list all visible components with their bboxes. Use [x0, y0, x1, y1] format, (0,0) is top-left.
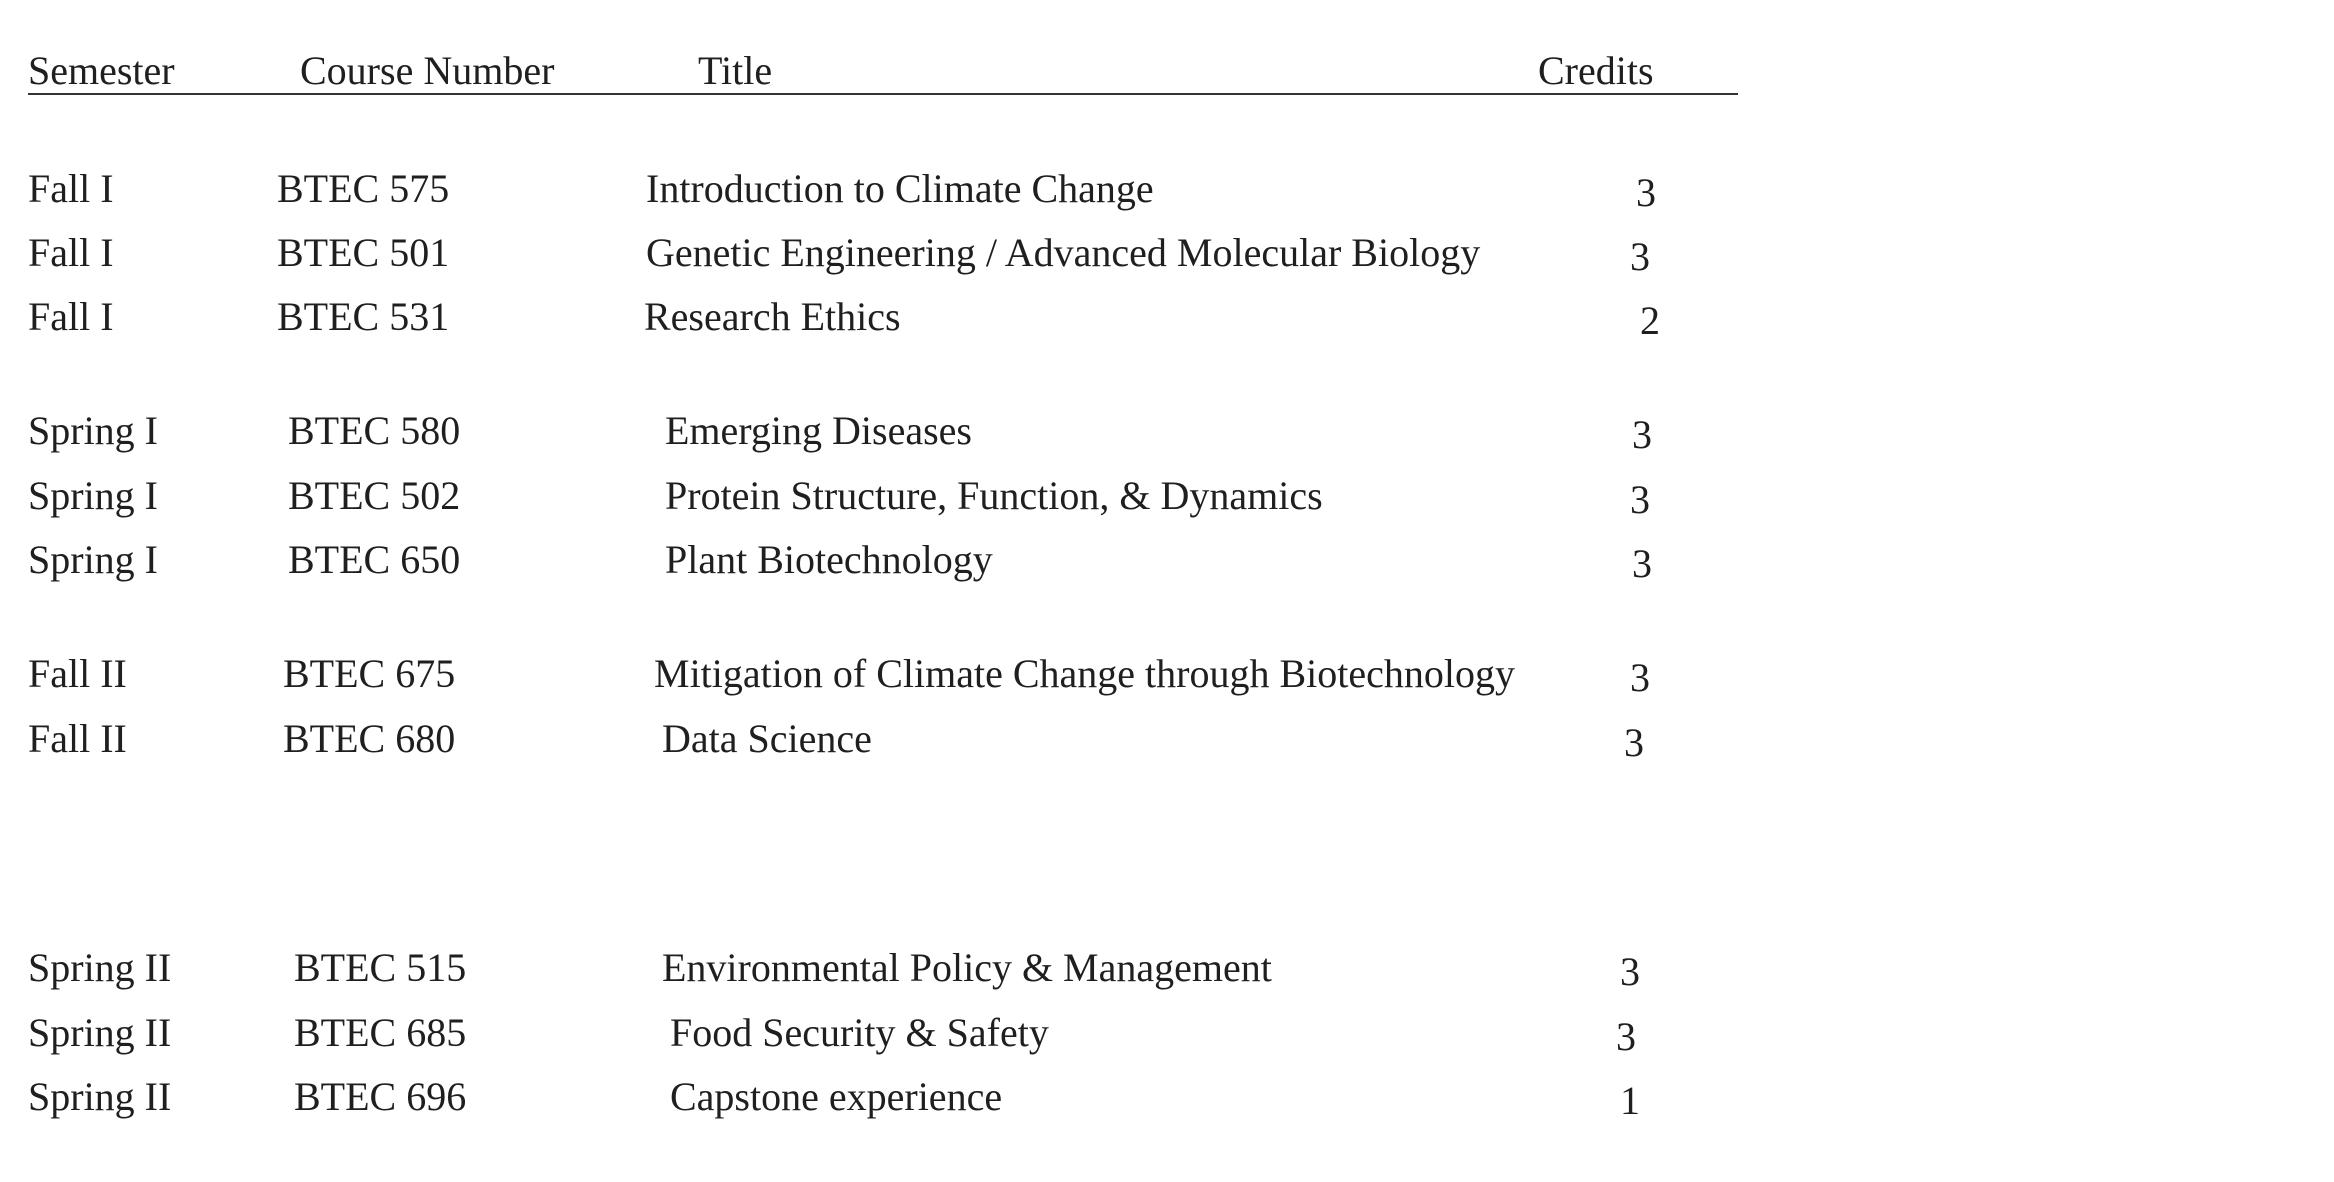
cell-semester: Fall II	[28, 716, 127, 761]
cell-credits: 2	[1640, 298, 1660, 343]
cell-course: BTEC 580	[288, 408, 461, 453]
table-header	[28, 48, 1738, 95]
cell-course: BTEC 531	[277, 294, 450, 339]
cell-credits: 1	[1620, 1078, 1640, 1123]
cell-credits: 3	[1624, 720, 1644, 765]
cell-credits: 3	[1630, 477, 1650, 522]
cell-semester: Spring II	[28, 945, 172, 990]
cell-title: Plant Biotechnology	[665, 537, 993, 582]
header-course-number: Course Number	[300, 48, 555, 93]
cell-semester: Spring I	[28, 473, 158, 518]
cell-credits: 3	[1636, 170, 1656, 215]
cell-title: Emerging Diseases	[665, 408, 972, 453]
header-title: Title	[698, 48, 773, 93]
cell-semester: Fall II	[28, 651, 127, 696]
cell-title: Genetic Engineering / Advanced Molecular Biology	[646, 230, 1481, 275]
cell-title: Environmental Policy & Management	[662, 945, 1272, 990]
cell-title: Research Ethics	[644, 294, 901, 339]
cell-course: BTEC 501	[277, 230, 450, 275]
cell-credits: 3	[1630, 234, 1650, 279]
cell-credits: 3	[1632, 412, 1652, 457]
cell-title: Introduction to Climate Change	[646, 166, 1154, 211]
cell-semester: Fall I	[28, 294, 114, 339]
cell-title: Data Science	[662, 716, 872, 761]
cell-semester: Spring II	[28, 1010, 172, 1055]
header-credits: Credits	[1538, 48, 1654, 93]
cell-course: BTEC 515	[294, 945, 467, 990]
cell-credits: 3	[1630, 655, 1650, 700]
cell-semester: Fall I	[28, 230, 114, 275]
cell-title: Protein Structure, Function, & Dynamics	[665, 473, 1323, 518]
cell-semester: Fall I	[28, 166, 114, 211]
cell-title: Capstone experience	[670, 1074, 1003, 1119]
cell-course: BTEC 650	[288, 537, 461, 582]
cell-semester: Spring I	[28, 537, 158, 582]
cell-title: Mitigation of Climate Change through Biotechnology	[654, 651, 1515, 696]
cell-credits: 3	[1632, 541, 1652, 586]
cell-credits: 3	[1616, 1014, 1636, 1059]
cell-course: BTEC 502	[288, 473, 461, 518]
cell-course: BTEC 696	[294, 1074, 467, 1119]
cell-course: BTEC 575	[277, 166, 450, 211]
cell-title: Food Security & Safety	[670, 1010, 1049, 1055]
cell-credits: 3	[1620, 949, 1640, 994]
header-semester: Semester	[28, 48, 175, 93]
cell-course: BTEC 685	[294, 1010, 467, 1055]
cell-semester: Spring II	[28, 1074, 172, 1119]
cell-semester: Spring I	[28, 408, 158, 453]
cell-course: BTEC 675	[283, 651, 456, 696]
cell-course: BTEC 680	[283, 716, 456, 761]
